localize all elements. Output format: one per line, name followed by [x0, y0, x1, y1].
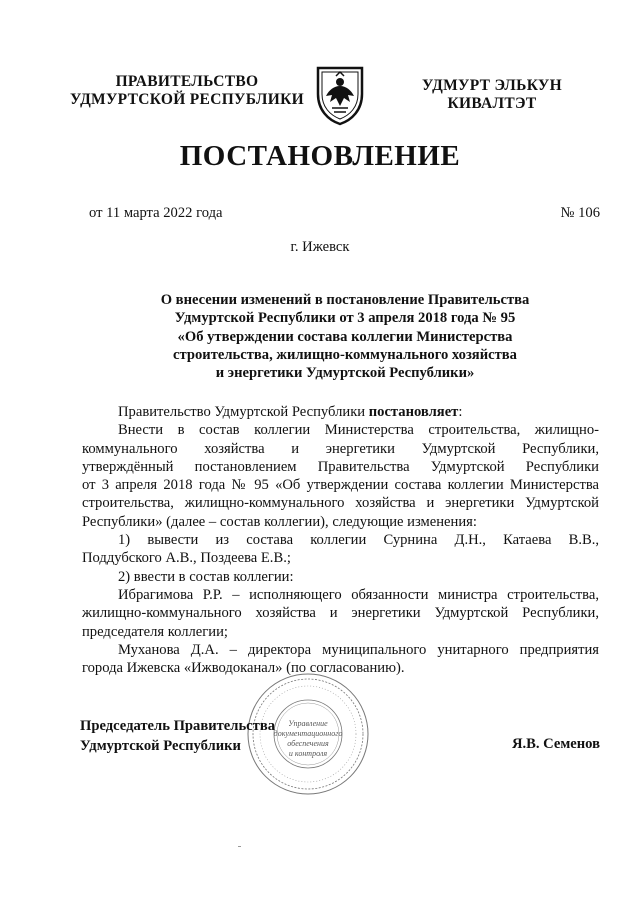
- body-line: Внести в состав коллегии Министерства строительства, жилищно-: [118, 422, 599, 439]
- body-line: утверждённый постановлением Правительства Удмуртской Республики: [82, 458, 599, 475]
- intro-paragraph: [82, 403, 599, 421]
- subject-line: строительства, жилищно-коммунального хозяйства: [173, 346, 517, 363]
- body-line: Муханова Д.А. – директора муниципального унитарного предприятия: [118, 641, 599, 658]
- stamp-line: и контроля: [288, 749, 328, 758]
- page-mark: [238, 846, 241, 847]
- stamp-line: Управление: [288, 719, 328, 728]
- document-title: ПОСТАНОВЛЕНИЕ: [179, 140, 461, 172]
- document-date: от 11 марта 2022 года: [89, 205, 223, 221]
- document-number: № 106: [560, 205, 600, 221]
- body-line: от 3 апреля 2018 года № 95 «Об утверждении состава коллегии Министерства: [82, 477, 599, 494]
- list-item-1-line: 1) вывести из состава коллегии Сурнина Д.Н., Катаева В.В.,: [118, 532, 599, 549]
- body-line: жилищно-коммунального хозяйства и энергетики Удмуртской Республики,: [82, 605, 599, 622]
- intro-end: :: [458, 404, 463, 420]
- list-item-2: 2) ввести в состав коллегии:: [118, 568, 294, 585]
- intro-bold-text: постановляет: [368, 404, 459, 420]
- coat-of-arms-icon: [312, 64, 368, 126]
- subject-line: Удмуртской Республики от 3 апреля 2018 года № 95: [174, 310, 516, 327]
- stamp-line: документационного: [273, 729, 343, 738]
- body-line: города Ижевска «Ижводоканал» (по согласованию).: [82, 660, 405, 677]
- header-left-line1: ПРАВИТЕЛЬСТВО: [115, 73, 259, 90]
- body-line: коммунального хозяйства и энергетики Удмуртской Республики,: [82, 440, 599, 457]
- document-city: г. Ижевск: [290, 239, 350, 255]
- subject-line: и энергетики Удмуртской Республики»: [215, 365, 475, 382]
- body-line: председателя коллегии;: [82, 623, 228, 640]
- stamp-line: обеспечения: [287, 739, 329, 748]
- intro-text: Правительство Удмуртской Республики: [118, 404, 369, 420]
- header-left-line2: УДМУРТСКОЙ РЕСПУБЛИКИ: [69, 91, 304, 108]
- header-government-udm: [402, 77, 582, 113]
- signature-position: [80, 716, 275, 756]
- subject-line: «Об утверждении состава коллегии Министерства: [177, 328, 513, 345]
- body-line: строительства, жилищно-коммунального хозяйства и энергетики Удмуртской: [82, 495, 599, 512]
- list-item-1-line: Поддубского А.В., Поздеева Е.В.;: [82, 550, 291, 567]
- header-right-line2: КИВАЛТЭТ: [447, 95, 537, 112]
- signature-position-line2: Удмуртской Республики: [80, 738, 241, 754]
- header-right-line1: УДМУРТ ЭЛЬКУН: [422, 77, 562, 94]
- subject-line: О внесении изменений в постановление Правительства: [160, 292, 530, 308]
- subject-title: [90, 291, 600, 382]
- body-line: Республики» (далее – состав коллегии), следующие изменения:: [82, 513, 477, 530]
- document-body: [82, 403, 599, 677]
- body-line: Ибрагимова Р.Р. – исполняющего обязанности министра строительства,: [118, 586, 599, 603]
- header-government-ru: [62, 73, 312, 109]
- signature-name: Я.В. Семенов: [511, 736, 600, 752]
- signature-position-line1: Председатель Правительства: [80, 718, 276, 734]
